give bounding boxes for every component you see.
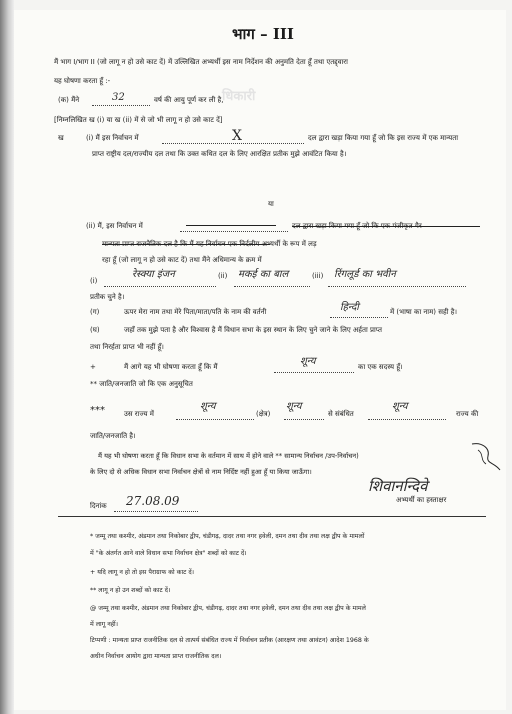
- item-ka-prefix: (क) मैंने: [58, 96, 80, 104]
- kha-ii-blank: [180, 231, 288, 232]
- or-separator: या: [268, 200, 274, 208]
- kha-ii-prefix: (ii) मैं, इस निर्वाचन में: [86, 222, 143, 230]
- ga-label: (ग): [90, 308, 100, 316]
- state-suffix: राज्य की: [456, 410, 479, 418]
- kha-ii-strike-2: [102, 244, 270, 245]
- state-blank-3: [368, 419, 446, 420]
- symbols-chosen: प्रतीक चुने है।: [90, 293, 125, 301]
- state-prefix: उस राज्य में: [124, 410, 154, 418]
- ga-language: हिन्दी: [340, 302, 359, 313]
- plus-text: मैं आगे यह भी घोषणा करता हूँ कि मैं: [124, 363, 218, 371]
- footnote-1: * जम्मू तथा कश्मीर, अंडमान तथा निकोबार द्वीप, चंडीगढ़, दादर तथा नगर हवेली, दमन तथा दीव तथा लक्ष द्वीप के मामलों: [90, 533, 365, 540]
- footnote-1b: में "के अंतर्गत आने वाले विधान सभा निर्वाचन क्षेत्र" शब्दों को काट दें।: [90, 550, 247, 557]
- margin-scribble: [470, 440, 504, 474]
- item-ka-suffix: वर्ष की आयु पूर्ण कर ली है,: [154, 96, 224, 104]
- declaration-line-1: मैं यह भी घोषणा करता हूँ कि विधान सभा के वर्तमान में साथ में होने वाले ** सामान्य निर्वाचन /उप-निर्वाचन): [98, 452, 359, 460]
- kha-ii-strike-1: [292, 226, 480, 227]
- candidate-signature: शिवानन्दिवे: [368, 477, 428, 495]
- kha-i-line-2: प्राप्त राष्ट्रीय दल/राज्यीय दल तथा कि उक्त कथित दल के लिए आरक्षित प्रतीक मुझे आवंटित किया है।: [92, 150, 347, 158]
- symbol-2-blank: [234, 286, 310, 287]
- symbol-3-label: (iii): [312, 272, 324, 280]
- symbol-3-blank: [328, 286, 466, 287]
- binder-edge: [0, 0, 14, 714]
- plus-suffix: का एक सदस्य हूँ।: [358, 363, 403, 371]
- ga-blank: [330, 317, 388, 318]
- state-value-2: शून्य: [286, 401, 302, 412]
- plus-value: शून्य: [300, 356, 316, 367]
- related-label: से संबंधित: [328, 410, 354, 418]
- symbol-1-blank: [104, 286, 216, 287]
- item-ka-age: 32: [112, 92, 125, 103]
- declaration-line-2: के लिए दो से अधिक विधान सभा निर्वाचन क्षेत्रों से नाम निर्दिष्ट नहीं हुआ हूँ या किया जाऊँगा।: [90, 468, 312, 476]
- gha-line-2: तथा निरर्हता प्राप्त भी नहीं हूँ।: [90, 343, 164, 351]
- ga-text: ऊपर मेरा नाम तथा मेरे पिता/माता/पति के नाम की वर्तनी: [124, 308, 267, 316]
- kha-i-cross: X: [232, 128, 242, 144]
- symbol-1-value: रेस्क्या इंजन: [132, 269, 175, 280]
- kha-ii-line-2: मान्यता प्राप्त राजनैतिक दल है कि मैं यह निर्वाचन एक निर्दलीय अभ्यर्थी के रूप में लड़: [102, 240, 317, 248]
- item-ka-blank: [92, 105, 150, 106]
- signature-label: अभ्यर्थी का हस्ताक्षर: [396, 496, 447, 504]
- caste-line: जाति/जनजाति है।: [90, 432, 136, 440]
- footnote-4: @ जम्मू तथा कश्मीर, अंडमान तथा निकोबार द्वीप, चंडीगढ़, दादर तथा नगर हवेली, दमन तथा दीव तथा लक्ष द्वीप के मामले: [90, 605, 366, 612]
- symbol-2-value: मकई का बाल: [238, 269, 289, 280]
- kha-ii-blank-strike: [186, 225, 276, 226]
- footnote-note: टिप्पणी : मान्यता प्राप्त राजनीतिक दल से तात्पर्य संबंधित राज्य में निर्वाचन प्रतीक (आरक्षण तथा आवंटन) आदेश 1968 के: [90, 637, 369, 644]
- triple-star: ***: [90, 405, 105, 416]
- plus-blank: [274, 372, 354, 373]
- kha-i-prefix: (i) मैं इस निर्वाचन में: [86, 134, 139, 142]
- plus-label: +: [90, 363, 96, 371]
- footnote-2: + यदि लागू न हो तो इस पैराग्राफ को काट दें।: [90, 569, 195, 576]
- state-value-3: शून्य: [392, 401, 408, 412]
- symbol-2-label: (ii): [218, 272, 228, 280]
- footnote-4b: में लागू नहीं।: [90, 621, 119, 628]
- faint-watermark: धिकारी: [222, 89, 256, 104]
- item-bracket-note: [निम्नलिखित ख (i) या ख (ii) में से जो भी लागू न हो उसे काट दें]: [54, 116, 223, 124]
- symbol-1-label: (i): [90, 277, 98, 285]
- state-blank-2: [284, 419, 324, 420]
- gha-text: जहाँ तक मुझे पता है और विश्वास है मैं विधान सभा के इस स्थान के लिए चुने जाने के लिए अर्हता प्राप्त: [124, 326, 382, 334]
- area-label: (क्षेत्र): [256, 410, 271, 418]
- state-blank-1: [176, 419, 254, 420]
- date-value: 27.08.09: [126, 494, 180, 508]
- kha-label: ख: [58, 134, 64, 142]
- state-value-1: शून्य: [200, 401, 216, 412]
- intro-line-1: मैं भाग I/भाग II (जो लागू न हो उसे काट दें) में उल्लिखित अभ्यर्थी इस नाम निर्देशन की अनुमति देता हूँ तथा एतद्द्वारा: [54, 58, 348, 66]
- caste-note: ** जाति/जनजाति जो कि एक अनुसूचित: [90, 380, 193, 388]
- date-blank: [114, 511, 198, 512]
- ga-suffix: में (भाषा का नाम) सही है।: [390, 308, 458, 316]
- symbol-3-value: रिंगलूर्ड का भवीन: [334, 269, 396, 280]
- kha-ii-suffix: दल द्वारा खड़ा किया गया हूँ जो कि एक पंजीकृत गैर: [292, 222, 422, 230]
- section-title: भाग – III: [232, 25, 294, 43]
- intro-line-2: यह घोषणा करता हूँ :-: [54, 77, 111, 85]
- gha-label: (घ): [90, 326, 100, 334]
- date-label: दिनांक: [90, 502, 107, 510]
- kha-ii-line-3: रहा हूँ (जो लागू न हो उसे काट दें) तथा मैंने अधिमान्य के क्रम में: [102, 256, 262, 264]
- footnote-note-b: अधीन निर्वाचन आयोग द्वारा मान्यता प्राप्त राजनीतिक दल।: [90, 653, 222, 660]
- kha-i-suffix: दल द्वारा खड़ा किया गया हूँ जो कि इस राज्य में एक मान्यता: [308, 134, 459, 142]
- footnote-divider: [58, 516, 486, 517]
- footnote-3: ** लागू न हो उन शब्दों को काट दें।: [90, 587, 171, 594]
